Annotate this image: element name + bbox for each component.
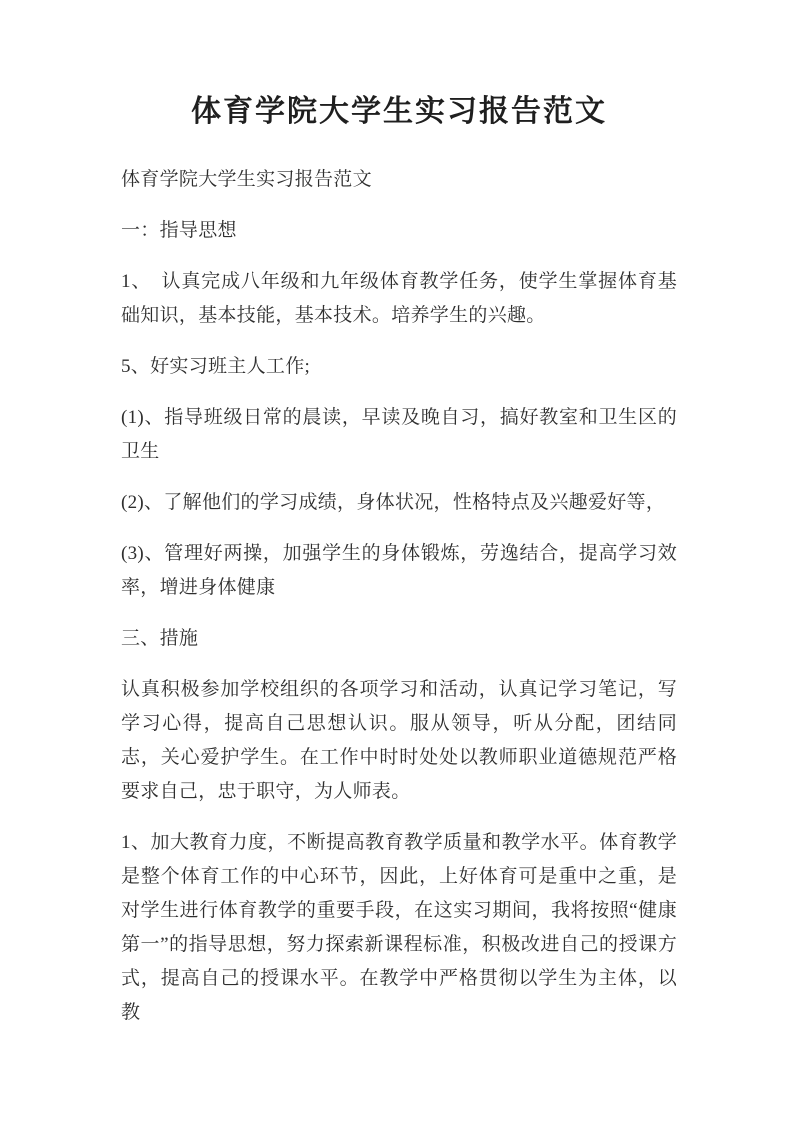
document-paragraph: 5、好实习班主人工作; — [121, 356, 311, 377]
document-paragraph: 体育学院大学生实习报告范文 — [121, 169, 372, 190]
document-paragraph: (2)、了解他们的学习成绩，身体状况，性格特点及兴趣爱好等， — [121, 492, 666, 513]
document-paragraph: 三、措施 — [121, 628, 199, 649]
document-paragraph: 一：指导思想 — [121, 220, 237, 241]
document-paragraph: (3)、管理好两操，加强学生的身体锻炼，劳逸结合，提高学习效率，增进身体健康 — [121, 543, 677, 598]
document-paragraph: 1、加大教育力度，不断提高教育教学质量和教学水平。体育教学是整个体育工作的中心环节，因此，上好体育可是重中之重，是对学生进行体育教学的重要手段，在这实习期间，我将按照“健康第一”的指导思想，努力探索新课程标准，积极改进自己的授课方式，提高自己的授课水平。在教学中严格贯彻以学生为主体，以教 — [121, 832, 677, 1023]
document-title: 体育学院大学生实习报告范文 — [191, 95, 607, 128]
document-paragraph: 1、 认真完成八年级和九年级体育教学任务，使学生掌握体育基础知识，基本技能，基本技术。培养学生的兴趣。 — [121, 271, 677, 326]
document-paragraph: 认真积极参加学校组织的各项学习和活动，认真记学习笔记，写学习心得，提高自己思想认识。服从领导，听从分配，团结同志，关心爱护学生。在工作中时时处处以教师职业道德规范严格要求自己，忠于职守，为人师表。 — [121, 679, 677, 802]
document-paragraph: (1)、指导班级日常的晨读，早读及晚自习，搞好教室和卫生区的卫生 — [121, 407, 677, 462]
